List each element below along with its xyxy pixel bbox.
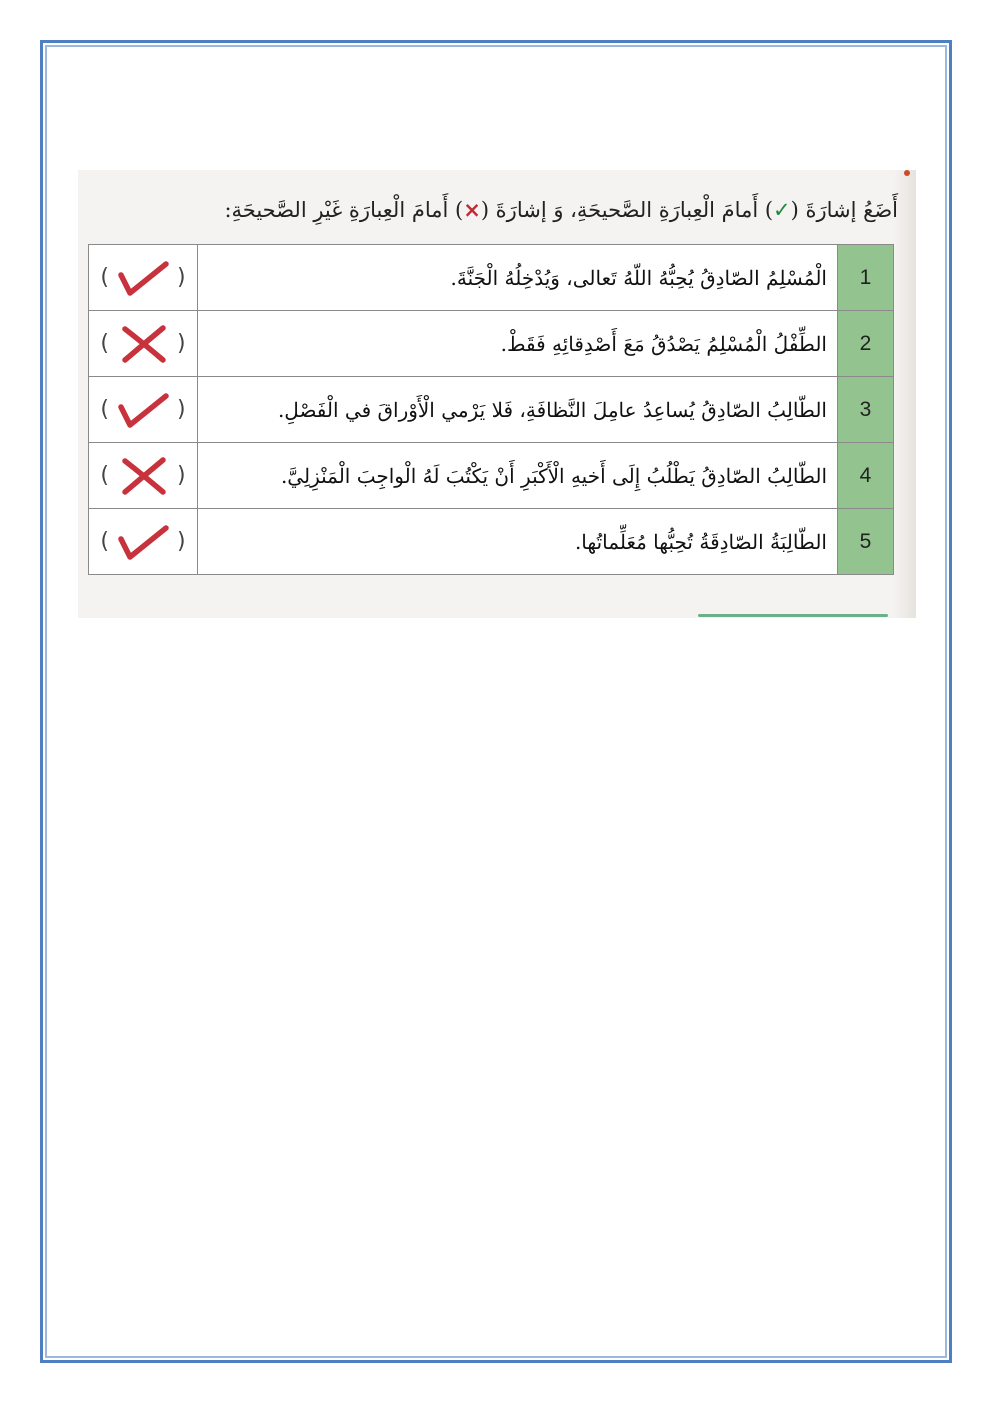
answer-cell[interactable]: [89, 245, 198, 311]
decorative-dot: [904, 170, 910, 176]
exercise-instruction: [178, 190, 898, 230]
handwritten-cross-icon: [117, 325, 169, 363]
statement-text: الطّالِبُ الصّادِقُ يُساعِدُ عامِلَ النَّظافَةِ، فَلا يَرْمي الْأَوْراقَ في الْفَصْلِ.: [198, 377, 838, 443]
statement-text: الطِّفْلُ الْمُسْلِمُ يَصْدُقُ مَعَ أَصْدِقائِهِ فَقَطْ.: [198, 311, 838, 377]
close-paren: ): [177, 529, 186, 554]
instruction-text-3: ) أَمامَ الْعِبارَةِ غَيْرِ الصَّحيحَةِ:: [224, 198, 464, 222]
open-paren: (: [100, 397, 109, 422]
open-paren: (: [100, 265, 109, 290]
open-paren: (: [100, 331, 109, 356]
instruction-text-2: ) أَمامَ الْعِبارَةِ الصَّحيحَةِ، وَ إشارَةَ (: [480, 198, 774, 222]
answer-cell[interactable]: [89, 311, 198, 377]
worksheet-scan: [78, 170, 916, 618]
open-paren: (: [100, 529, 109, 554]
answer-cell[interactable]: [89, 509, 198, 575]
table-row: [89, 311, 894, 377]
decorative-green-line: [698, 614, 888, 617]
close-paren: ): [177, 331, 186, 356]
close-paren: ): [177, 397, 186, 422]
page-edge-shadow: [894, 170, 916, 618]
answer-cell[interactable]: [89, 443, 198, 509]
row-number: 4: [838, 443, 894, 509]
row-number: 5: [838, 509, 894, 575]
handwritten-check-icon: [117, 523, 169, 561]
handwritten-check-icon: [117, 391, 169, 429]
statement-text: الطّالِبُ الصّادِقُ يَطْلُبُ إِلَى أَخيهِ الْأَكْبَرِ أَنْ يَكْتُبَ لَهُ الْواجِبَ الْمَنْزِلِيَّ.: [198, 443, 838, 509]
instruction-text-1: أَضَعُ إشارَةَ (: [790, 198, 898, 222]
close-paren: ): [177, 463, 186, 488]
handwritten-cross-icon: [117, 457, 169, 495]
statement-text: الطّالِبَةُ الصّادِقَةُ تُحِبُّها مُعَلِّماتُها.: [198, 509, 838, 575]
table-row: [89, 245, 894, 311]
table-row: [89, 443, 894, 509]
close-paren: ): [177, 265, 186, 290]
row-number: 1: [838, 245, 894, 311]
table-row: [89, 509, 894, 575]
statement-text: الْمُسْلِمُ الصّادِقُ يُحِبُّهُ اللّهُ تَعالى، وَيُدْخِلُهُ الْجَنَّةَ.: [198, 245, 838, 311]
row-number: 2: [838, 311, 894, 377]
true-false-table: [88, 244, 894, 575]
cross-icon: ×: [463, 198, 481, 222]
row-number: 3: [838, 377, 894, 443]
table-row: [89, 377, 894, 443]
check-icon: ✓: [773, 198, 791, 222]
answer-cell[interactable]: [89, 377, 198, 443]
open-paren: (: [100, 463, 109, 488]
handwritten-check-icon: [117, 259, 169, 297]
